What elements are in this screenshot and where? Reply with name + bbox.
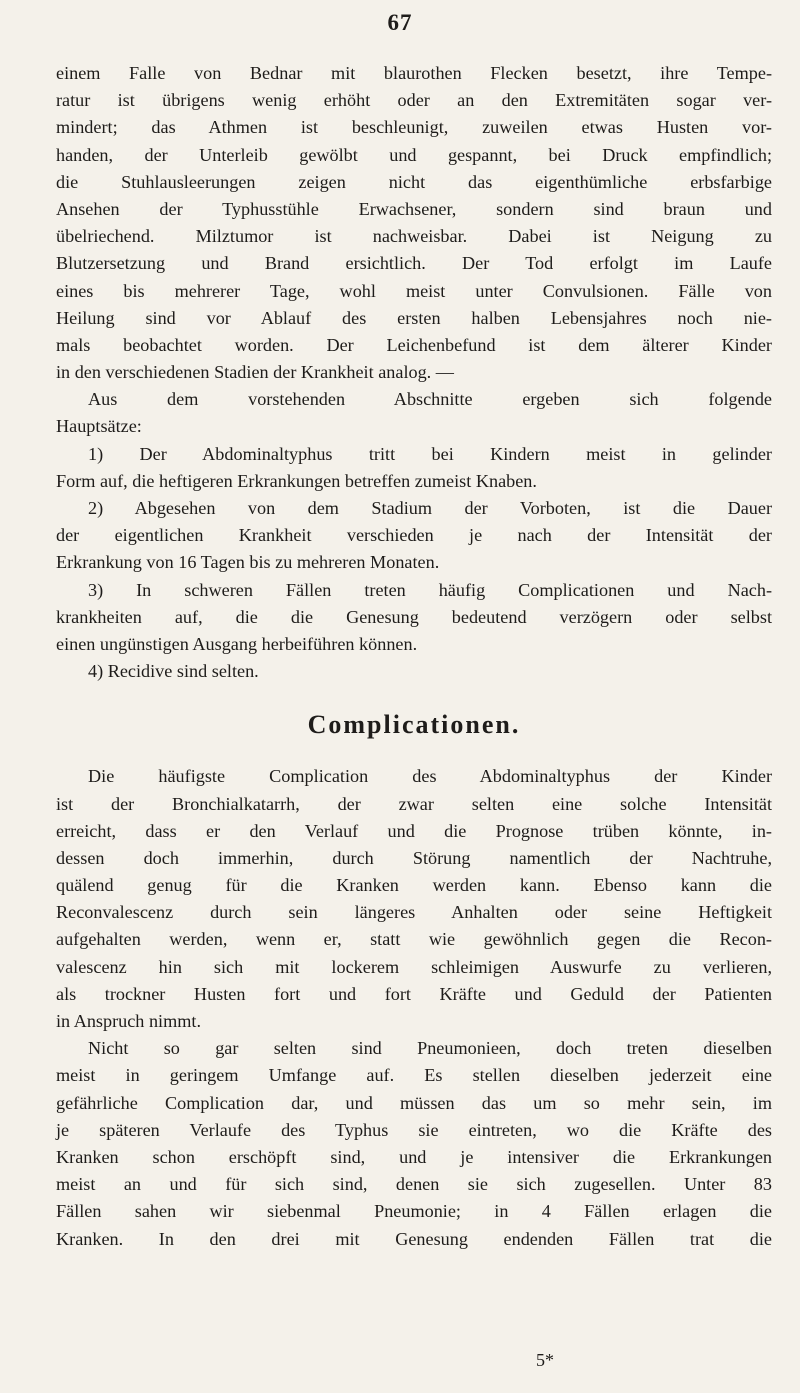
text-line: die Stuhlausleerungen zeigen nicht das eigenthümliche erbsfarbige [56, 171, 772, 192]
paragraph [56, 386, 772, 440]
body-text [56, 60, 772, 1253]
text-line: Reconvalescenz durch sein längeres Anhalten oder seine Heftigkeit [56, 902, 772, 923]
list-item [56, 577, 772, 659]
list-item [56, 441, 772, 495]
text-line: in den verschiedenen Stadien der Krankheit analog. — [56, 362, 454, 383]
text-line: einen ungünstigen Ausgang herbeiführen können. [56, 633, 418, 654]
text-line: meist in geringem Umfange auf. Es stellen dieselben jederzeit eine [56, 1065, 772, 1086]
text-line: Hauptsätze: [56, 416, 142, 437]
paragraph [56, 60, 772, 386]
list-item [56, 658, 772, 685]
text-line: dessen doch immerhin, durch Störung namentlich der Nachtruhe, [56, 847, 772, 868]
paragraph [56, 1035, 772, 1253]
text-line: mals beobachtet worden. Der Leichenbefund ist dem älterer Kinder [56, 334, 772, 355]
section-heading: Complicationen. [307, 710, 521, 740]
text-line: je späteren Verlaufe des Typhus sie eintreten, wo die Kräfte des [56, 1119, 772, 1140]
text-line: einem Falle von Bednar mit blaurothen Flecken besetzt, ihre Tempe- [56, 63, 772, 83]
text-line: meist an und für sich sind, denen sie sich zugesellen. Unter 83 [56, 1174, 772, 1195]
text-line: 2) Abgesehen von dem Stadium der Vorboten, ist die Dauer [88, 498, 772, 518]
text-line: Form auf, die heftigeren Erkrankungen betreffen zumeist Knaben. [56, 470, 537, 491]
text-line: krankheiten auf, die die Genesung bedeutend verzögern oder selbst [56, 606, 772, 627]
text-line: 1) Der Abdominaltyphus tritt bei Kindern meist in gelinder [88, 443, 772, 464]
text-line: Die häufigste Complication des Abdominaltyphus der Kinder [88, 766, 772, 787]
text-line: aufgehalten werden, wenn er, statt wie gewöhnlich gegen die Recon- [56, 929, 772, 950]
text-line: 4) Recidive sind selten. [88, 661, 259, 682]
text-line: ist der Bronchialkatarrh, der zwar selten eine solche Intensität [56, 793, 772, 814]
text-line: Nicht so gar selten sind Pneumonieen, doch treten dieselben [88, 1038, 772, 1059]
paragraph [56, 763, 772, 1035]
signature-mark: 5* [536, 1350, 554, 1370]
text-line: valescenz hin sich mit lockerem schleimigen Auswurfe zu verlieren, [56, 956, 772, 977]
text-line: Blutzersetzung und Brand ersichtlich. Der Tod erfolgt im Laufe [56, 253, 772, 274]
text-line: Ansehen der Typhusstühle Erwachsener, sondern sind braun und [56, 198, 772, 219]
text-line: gefährliche Complication dar, und müssen das um so mehr sein, im [56, 1092, 772, 1113]
text-line: übelriechend. Milztumor ist nachweisbar. Dabei ist Neigung zu [56, 226, 772, 247]
text-line: ratur ist übrigens wenig erhöht oder an den Extremitäten sogar ver- [56, 90, 772, 111]
text-line: Heilung sind vor Ablauf des ersten halben Lebensjahres noch nie- [56, 307, 772, 328]
text-line: in Anspruch nimmt. [56, 1011, 201, 1031]
page-number: 67 [387, 10, 413, 35]
text-line: eines bis mehrerer Tage, wohl meist unter Convulsionen. Fälle von [56, 280, 772, 301]
text-line: mindert; das Athmen ist beschleunigt, zuweilen etwas Husten vor- [56, 117, 772, 138]
text-line: 3) In schweren Fällen treten häufig Complicationen und Nach- [88, 579, 772, 600]
text-line: Aus dem vorstehenden Abschnitte ergeben sich folgende [88, 389, 772, 410]
text-line: als trockner Husten fort und fort Kräfte und Geduld der Patienten [56, 983, 772, 1004]
text-line: Fällen sahen wir siebenmal Pneumonie; in 4 Fällen erlagen die [56, 1201, 772, 1222]
list-item [56, 495, 772, 577]
text-line: quälend genug für die Kranken werden kann. Ebenso kann die [56, 875, 772, 896]
text-line: der eigentlichen Krankheit verschieden je nach der Intensität der [56, 525, 772, 546]
text-line: handen, der Unterleib gewölbt und gespannt, bei Druck empfindlich; [56, 144, 772, 165]
text-line: erreicht, dass er den Verlauf und die Prognose trüben könnte, in- [56, 820, 772, 841]
text-line: Kranken schon erschöpft sind, und je intensiver die Erkrankungen [56, 1146, 772, 1167]
text-line: Kranken. In den drei mit Genesung endenden Fällen trat die [56, 1228, 772, 1249]
text-line: Erkrankung von 16 Tagen bis zu mehreren Monaten. [56, 552, 440, 573]
